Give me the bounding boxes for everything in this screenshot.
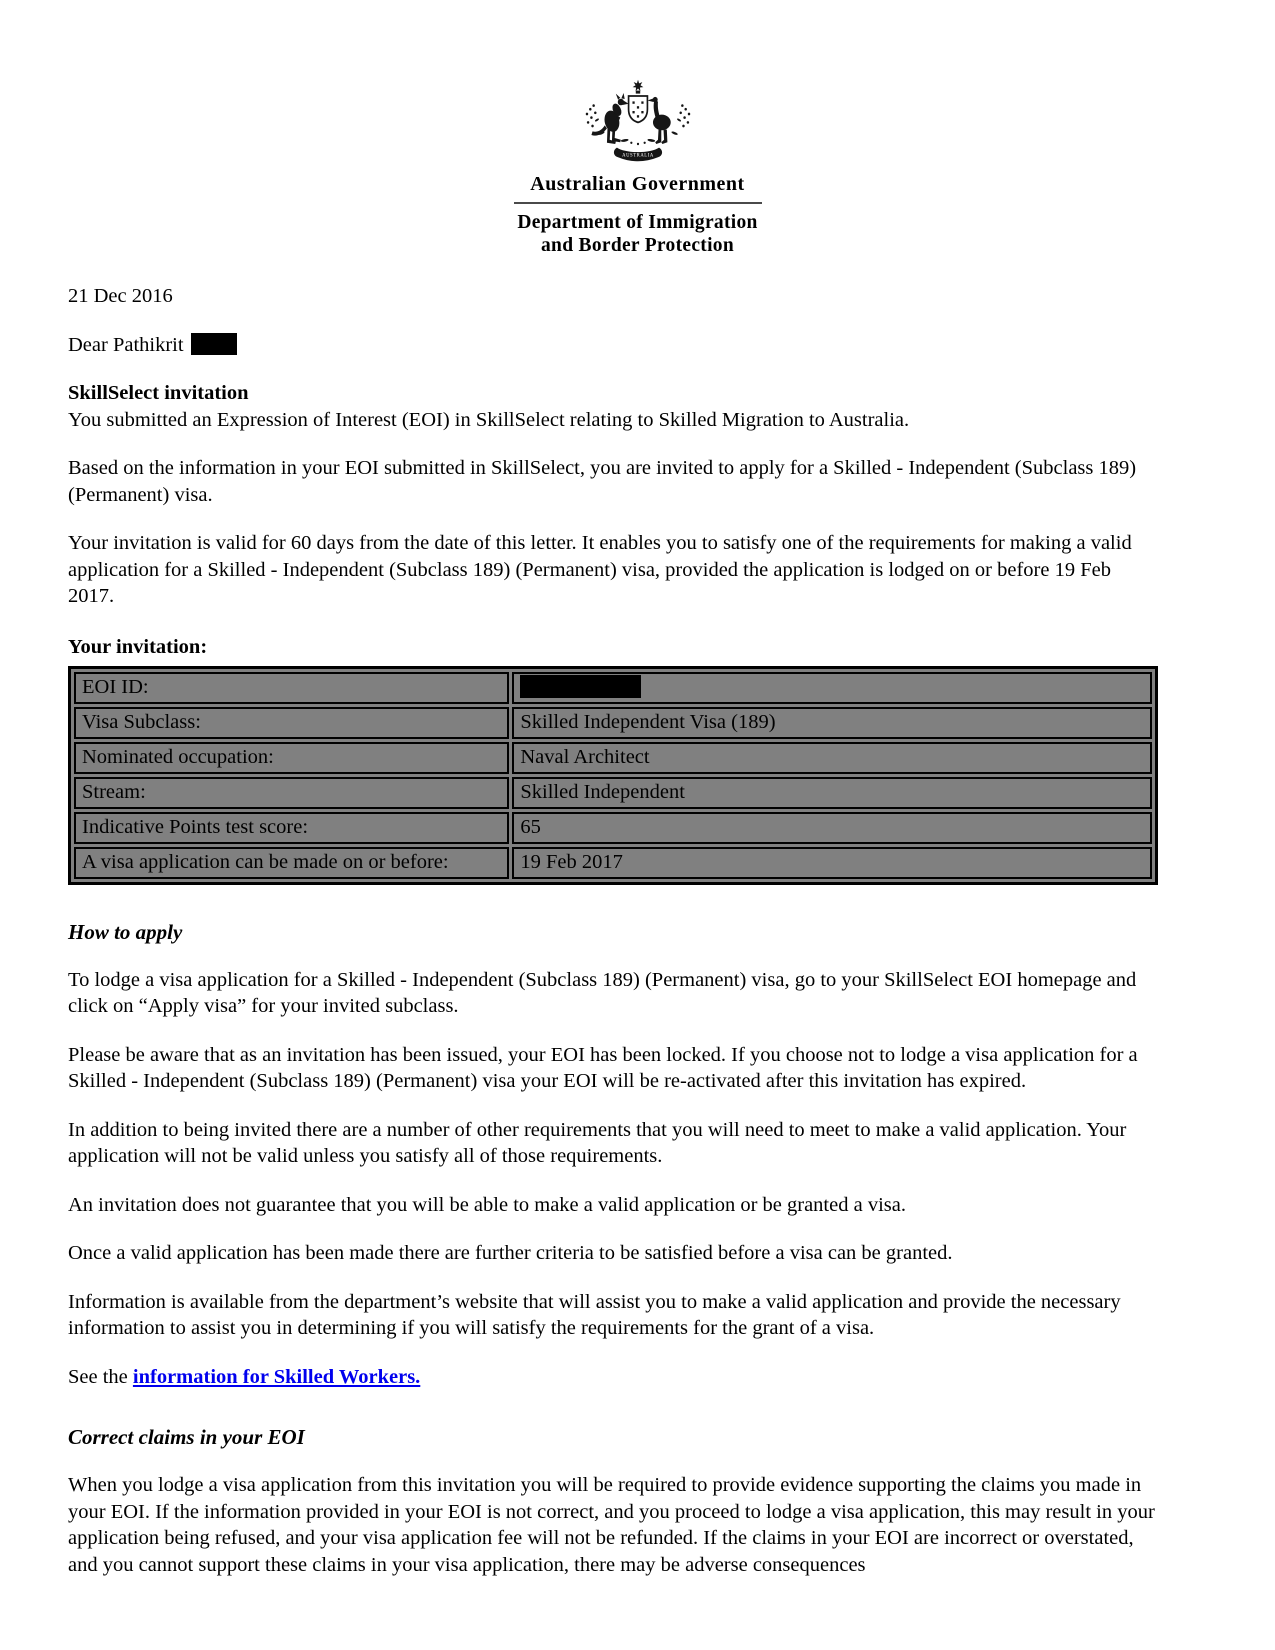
table-row — [74, 812, 1152, 844]
paragraph: An invitation does not guarantee that you will be able to make a valid application or be granted a visa. — [68, 1193, 906, 1216]
department-title — [0, 211, 1275, 257]
skilled-workers-link[interactable]: information for Skilled Workers. — [132, 1365, 421, 1388]
your-invitation-heading: Your invitation: — [68, 635, 208, 658]
table-row — [74, 672, 1152, 704]
letterhead-divider — [514, 202, 762, 204]
paragraph: Once a valid application has been made there are further criteria to be satisfied before a visa can be granted. — [68, 1242, 953, 1264]
skillselect-invitation-heading: SkillSelect invitation — [68, 382, 249, 404]
table-row — [74, 777, 1152, 809]
row-label: Nominated occupation: — [74, 742, 509, 774]
see-information-line — [68, 1364, 1158, 1391]
letter-body — [68, 283, 1158, 1578]
emu-icon — [647, 97, 670, 144]
correct-claims-heading: Correct claims in your EOI — [68, 1425, 305, 1449]
row-label: Visa Subclass: — [74, 707, 509, 739]
table-row — [74, 742, 1152, 774]
paragraph: Based on the information in your EOI submitted in SkillSelect, you are invited to apply for a Skilled - Independent (Subclass 189) (Permanent) visa. — [68, 457, 1137, 506]
how-to-apply-heading: How to apply — [68, 919, 183, 944]
row-value: Skilled Independent — [512, 777, 1152, 809]
redaction-box — [191, 333, 237, 355]
paragraph: Please be aware that as an invitation has been issued, your EOI has been locked. If you choose not to lodge a visa application for a Skilled - Independent (Subclass 189) (Permanent) visa your EOI will be re-activated after this invitation has expired. — [68, 1043, 1138, 1092]
australian-coat-of-arms-icon — [577, 78, 699, 168]
paragraph: Information is available from the department’s website that will assist you to make a valid application and provide the necessary information to assist you in determining if you will satisfy the requirements for the grant of a visa. — [68, 1290, 1121, 1339]
redaction-box — [520, 675, 641, 698]
row-value: Skilled Independent Visa (189) — [512, 707, 1152, 739]
letterhead — [0, 0, 1275, 257]
banner-text: AUSTRALIA — [621, 153, 654, 159]
government-title: Australian Government — [530, 173, 745, 195]
table-row — [74, 847, 1152, 879]
salutation — [68, 332, 1158, 359]
paragraph: When you lodge a visa application from this invitation you will be required to provide evidence supporting the claims you made in your EOI. If the information provided in your EOI is not correct, and you proceed to lodge a visa application, this may result in your application being refused, and your visa application fee will not be refunded. If the claims in your EOI are incorrect or overstated, and you cannot support these claims in your visa application, there may be adverse consequences — [68, 1474, 1155, 1576]
intro-line: You submitted an Expression of Interest (EOI) in SkillSelect relating to Skilled Migration to Australia. — [68, 408, 910, 431]
row-value: 19 Feb 2017 — [512, 847, 1152, 879]
intro-block — [68, 380, 1158, 433]
kangaroo-icon — [591, 93, 628, 144]
row-value: Naval Architect — [512, 742, 1152, 774]
row-label: A visa application can be made on or before: — [74, 847, 509, 879]
paragraph: Your invitation is valid for 60 days from the date of this letter. It enables you to satisfy one of the requirements for making a valid application for a Skilled - Independent (Subclass 189) (Permanent) visa, provided the application is lodged on or before 19 Feb 2017. — [68, 532, 1132, 607]
row-label: Indicative Points test score: — [74, 812, 509, 844]
letter-date: 21 Dec 2016 — [68, 285, 173, 307]
row-value — [512, 672, 1152, 704]
department-line2: and Border Protection — [541, 235, 734, 256]
commonwealth-star-icon — [632, 80, 643, 91]
row-value: 65 — [512, 812, 1152, 844]
paragraph: To lodge a visa application for a Skilled - Independent (Subclass 189) (Permanent) visa, go to your SkillSelect EOI homepage and click on “Apply visa” for your invited subclass. — [68, 968, 1137, 1017]
see-prefix: See the — [68, 1365, 133, 1388]
salutation-text: Dear Pathikrit — [68, 333, 184, 356]
row-label: EOI ID: — [74, 672, 509, 704]
invitation-table — [68, 666, 1158, 885]
paragraph: In addition to being invited there are a number of other requirements that you will need to meet to make a valid application. Your application will not be valid unless you satisfy all of those requirements. — [68, 1118, 1127, 1167]
row-label: Stream: — [74, 777, 509, 809]
table-row — [74, 707, 1152, 739]
department-line1: Department of Immigration — [517, 212, 758, 233]
